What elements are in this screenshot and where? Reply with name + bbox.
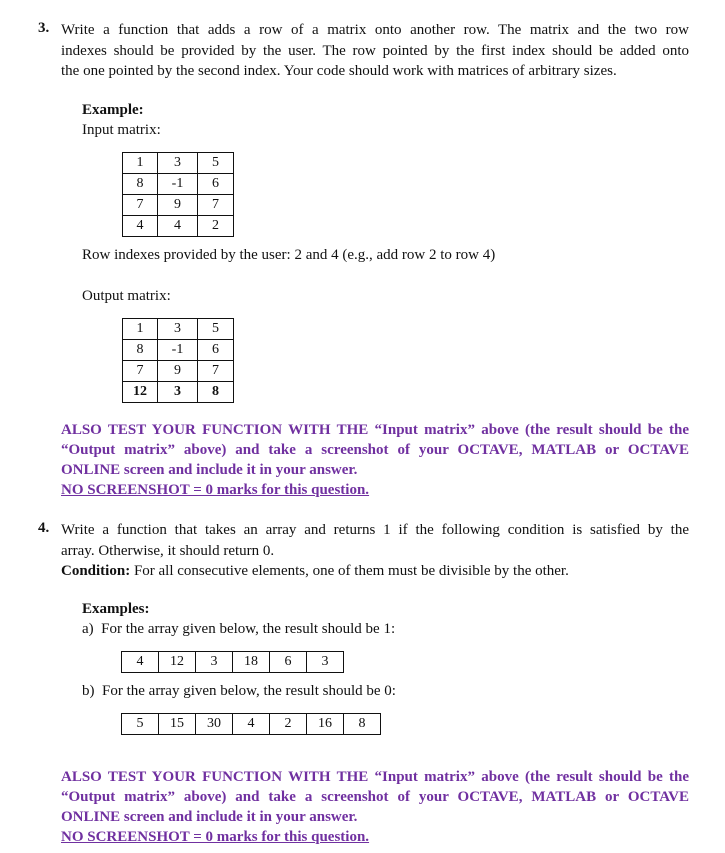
array-cell: 6 xyxy=(270,652,307,673)
note-line: ALSO TEST YOUR FUNCTION WITH THE “Input matrix” above (the result should be the xyxy=(61,769,689,785)
array-cell: 15 xyxy=(159,714,196,735)
q3-row-indexes: Row indexes provided by the user: 2 and 4 (e.g., add row 2 to row 4) xyxy=(82,247,496,263)
output-matrix xyxy=(122,318,234,403)
q4-text-line: Write a function that takes an array and returns 1 if the following condition is satisfied by the xyxy=(61,522,689,538)
matrix-cell: 1 xyxy=(123,153,158,174)
matrix-cell: -1 xyxy=(158,340,198,361)
matrix-cell: 7 xyxy=(123,195,158,216)
no-screenshot-warning: NO SCREENSHOT = 0 marks for this question. xyxy=(61,829,370,845)
note-line: ONLINE screen and include it in your answer. xyxy=(61,462,358,478)
matrix-cell: 9 xyxy=(158,195,198,216)
matrix-cell: 9 xyxy=(158,361,198,382)
note-line: “Output matrix” above) and take a screenshot of your OCTAVE, MATLAB or OCTAVE xyxy=(61,442,689,458)
array-cell: 4 xyxy=(233,714,270,735)
array-cell: 16 xyxy=(307,714,344,735)
q4-condition xyxy=(61,561,689,582)
matrix-cell: 3 xyxy=(158,382,198,403)
matrix-cell: 4 xyxy=(123,216,158,237)
q3-text xyxy=(61,20,689,82)
matrix-row xyxy=(123,153,234,174)
q4-example-a: a) For the array given below, the result should be 1: xyxy=(82,621,396,637)
matrix-cell: 4 xyxy=(158,216,198,237)
matrix-cell: 7 xyxy=(198,195,234,216)
matrix-cell: 8 xyxy=(123,174,158,195)
matrix-row xyxy=(123,216,234,237)
array-cell: 3 xyxy=(196,652,233,673)
matrix-cell: 7 xyxy=(198,361,234,382)
array-cell: 30 xyxy=(196,714,233,735)
note-line: “Output matrix” above) and take a screenshot of your OCTAVE, MATLAB or OCTAVE xyxy=(61,789,689,805)
array-a xyxy=(121,651,344,673)
array-cell: 4 xyxy=(122,652,159,673)
q3-example-label: Example: xyxy=(82,102,144,118)
q3-output-label: Output matrix: xyxy=(82,288,171,304)
q3-input-label: Input matrix: xyxy=(82,122,161,138)
matrix-cell: 8 xyxy=(198,382,234,403)
condition-text: For all consecutive elements, one of them must be divisible by the other. xyxy=(130,563,569,579)
note-line: ONLINE screen and include it in your answer. xyxy=(61,809,358,825)
q4-number: 4. xyxy=(38,520,50,536)
matrix-row xyxy=(123,174,234,195)
q4-example-b: b) For the array given below, the result should be 0: xyxy=(82,683,396,699)
condition-label: Condition: xyxy=(61,563,131,579)
matrix-cell: 6 xyxy=(198,174,234,195)
array-cell: 18 xyxy=(233,652,270,673)
array-cell: 2 xyxy=(270,714,307,735)
no-screenshot-warning: NO SCREENSHOT = 0 marks for this question. xyxy=(61,482,370,498)
q3-number: 3. xyxy=(38,20,50,36)
matrix-cell: 2 xyxy=(198,216,234,237)
matrix-cell: 8 xyxy=(123,340,158,361)
note-line: ALSO TEST YOUR FUNCTION WITH THE “Input matrix” above (the result should be the xyxy=(61,422,689,438)
array-cell: 12 xyxy=(159,652,196,673)
q4-test-note xyxy=(61,767,689,847)
q4-examples-label: Examples: xyxy=(82,601,150,617)
matrix-cell: 5 xyxy=(198,319,234,340)
array-row xyxy=(122,714,381,735)
array-cell: 8 xyxy=(344,714,381,735)
matrix-row-result xyxy=(123,382,234,403)
matrix-cell: 1 xyxy=(123,319,158,340)
q3-test-note xyxy=(61,420,689,500)
matrix-cell: 12 xyxy=(123,382,158,403)
matrix-row xyxy=(123,361,234,382)
q4-text-line: array. Otherwise, it should return 0. xyxy=(61,542,275,559)
matrix-row xyxy=(123,340,234,361)
q3-text-line: the one pointed by the second index. Your code should work with matrices of arbitrary sizes. xyxy=(61,63,617,79)
array-b xyxy=(121,713,381,735)
q3-text-line: indexes should be provided by the user. The row pointed by the first index should be added onto xyxy=(61,42,689,59)
matrix-cell: 6 xyxy=(198,340,234,361)
array-cell: 5 xyxy=(122,714,159,735)
matrix-cell: 5 xyxy=(198,153,234,174)
matrix-row xyxy=(123,319,234,340)
matrix-cell: -1 xyxy=(158,174,198,195)
matrix-cell: 7 xyxy=(123,361,158,382)
array-row xyxy=(122,652,344,673)
q4-text xyxy=(61,520,689,582)
input-matrix xyxy=(122,152,234,237)
matrix-row xyxy=(123,195,234,216)
q3-text-line: Write a function that adds a row of a matrix onto another row. The matrix and the two row xyxy=(61,22,689,38)
matrix-cell: 3 xyxy=(158,153,198,174)
array-cell: 3 xyxy=(307,652,344,673)
matrix-cell: 3 xyxy=(158,319,198,340)
